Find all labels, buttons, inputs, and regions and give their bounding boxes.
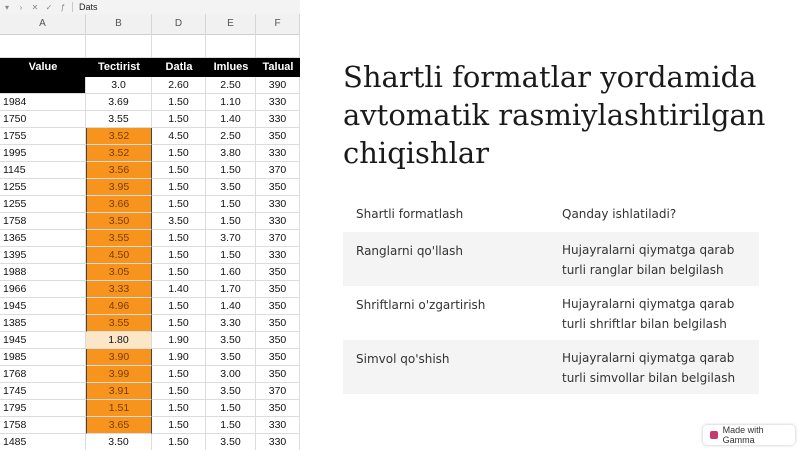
made-with-gamma-badge[interactable] (703, 425, 795, 445)
cell-f[interactable]: 330 (256, 196, 300, 213)
cell-e[interactable]: 3.80 (206, 145, 256, 162)
table-row (0, 366, 300, 383)
cell-f[interactable]: 350 (256, 400, 300, 417)
info-table-header-col1: Shartli formatlash (356, 207, 464, 221)
cell-b[interactable]: 3.55 (86, 111, 152, 128)
cell-f[interactable]: 370 (256, 162, 300, 179)
cell-a[interactable]: 1795 (0, 400, 86, 417)
cell-a[interactable]: 1385 (0, 315, 86, 332)
table-row (0, 298, 300, 315)
cell-f[interactable]: 330 (256, 145, 300, 162)
cell-f[interactable]: 350 (256, 298, 300, 315)
cell-e[interactable]: 2.50 (206, 77, 256, 94)
cell-a[interactable]: 1995 (0, 145, 86, 162)
info-row-feature: Ranglarni qo'llash (356, 244, 463, 258)
gamma-logo-icon (710, 431, 718, 439)
cell-e[interactable]: 1.60 (206, 264, 256, 281)
cell-d[interactable]: 1.50 (152, 400, 206, 417)
cell-d[interactable]: 1.90 (152, 349, 206, 366)
cell-f[interactable]: 350 (256, 264, 300, 281)
cell-a[interactable]: 1988 (0, 264, 86, 281)
cell-e[interactable]: 3.50 (206, 332, 256, 349)
table-row (0, 264, 300, 281)
page-title: Shartli formatlar yordamida avtomatik rasmiylashtirilgan chiqishlar (343, 60, 766, 170)
cell-e[interactable]: 1.40 (206, 111, 256, 128)
table-row (0, 179, 300, 196)
dropdown-icon[interactable]: ▾ (4, 2, 9, 12)
cell-d[interactable]: 1.90 (152, 332, 206, 349)
cell-e[interactable]: 1.50 (206, 196, 256, 213)
cell-e[interactable]: 1.50 (206, 247, 256, 264)
cell-e[interactable]: 1.50 (206, 400, 256, 417)
table-row (0, 111, 300, 128)
cell-e[interactable]: 3.30 (206, 315, 256, 332)
cell-a[interactable]: 1966 (0, 281, 86, 298)
cell-d[interactable]: 1.50 (152, 94, 206, 111)
cell-a[interactable]: 1255 (0, 179, 86, 196)
table-row (0, 94, 300, 111)
cell-a[interactable]: 1984 (0, 94, 86, 111)
cell-e[interactable]: 1.70 (206, 281, 256, 298)
cancel-icon[interactable]: ✕ (31, 2, 39, 12)
cell-a[interactable]: 1365 (0, 230, 86, 247)
cell-d[interactable]: 1.50 (152, 145, 206, 162)
cell-b[interactable]: 3.52 (86, 128, 152, 145)
cell-b[interactable]: 3.56 (86, 162, 152, 179)
cell[interactable] (86, 34, 152, 58)
cell-f[interactable]: 330 (256, 94, 300, 111)
header-cell-talual[interactable]: Talual (262, 61, 294, 73)
cell-e[interactable]: 1.50 (206, 162, 256, 179)
cell-e[interactable]: 3.50 (206, 383, 256, 400)
check-icon[interactable]: ✓ (45, 2, 53, 12)
cell-a[interactable]: 1145 (0, 162, 86, 179)
cell-f[interactable]: 330 (256, 247, 300, 264)
cell-f[interactable]: 330 (256, 434, 300, 450)
cell-a[interactable]: 1985 (0, 349, 86, 366)
cell-b[interactable]: 3.33 (86, 281, 152, 298)
cell-f[interactable]: 350 (256, 366, 300, 383)
column-header-a[interactable]: A (0, 14, 86, 34)
info-row-feature: Shriftlarni o'zgartirish (356, 298, 486, 312)
cell-b[interactable]: 4.50 (86, 247, 152, 264)
header-cell-value[interactable]: Value (28, 61, 58, 73)
cell-e[interactable]: 1.40 (206, 298, 256, 315)
cell-f[interactable]: 350 (256, 179, 300, 196)
cell-f[interactable]: 350 (256, 128, 300, 145)
cell-b[interactable]: 3.99 (86, 366, 152, 383)
cell-a[interactable]: 1745 (0, 383, 86, 400)
formula-bar[interactable] (0, 0, 300, 15)
cell-b[interactable]: 3.55 (86, 230, 152, 247)
info-row-usage: Hujayralarni qiymatga qarab turli shriftlar bilan belgilash (562, 297, 735, 331)
spreadsheet-panel (0, 0, 300, 450)
cell-f[interactable]: 390 (256, 77, 300, 94)
cell-f[interactable]: 350 (256, 281, 300, 298)
cell-d[interactable]: 1.50 (152, 247, 206, 264)
cell-f[interactable]: 330 (256, 213, 300, 230)
table-row (0, 145, 300, 162)
column-header-f[interactable]: F (256, 14, 300, 34)
header-cell-imlues[interactable]: Imlues (213, 61, 249, 73)
cell-a[interactable]: 1758 (0, 213, 86, 230)
cell-d[interactable]: 1.50 (152, 111, 206, 128)
table-row (0, 128, 300, 145)
table-row (0, 230, 300, 247)
cell-f[interactable]: 350 (256, 315, 300, 332)
cell-b[interactable]: 4.96 (86, 298, 152, 315)
table-row (0, 434, 300, 450)
cell[interactable] (206, 34, 256, 58)
column-header-b[interactable]: B (86, 14, 152, 34)
function-icon[interactable]: ƒ (60, 2, 66, 12)
cell-a[interactable]: 1255 (0, 196, 86, 213)
cell-e[interactable]: 3.50 (206, 179, 256, 196)
cell-b[interactable]: 1.51 (86, 400, 152, 417)
cell[interactable] (256, 34, 300, 58)
cell-e[interactable]: 3.50 (206, 434, 256, 450)
cell-a[interactable] (0, 77, 86, 94)
cell-e[interactable]: 1.50 (206, 213, 256, 230)
info-table-row (343, 286, 759, 340)
header-cell-datla[interactable]: Datla (165, 61, 193, 73)
info-row-feature: Simvol qo'shish (356, 352, 450, 366)
cell-d[interactable]: 1.40 (152, 281, 206, 298)
cell-b[interactable]: 3.90 (86, 349, 152, 366)
cell-f[interactable]: 330 (256, 111, 300, 128)
cell-d[interactable]: 1.50 (152, 162, 206, 179)
formula-value[interactable]: Dats (79, 2, 98, 12)
cell-e[interactable]: 2.50 (206, 128, 256, 145)
info-table-header (343, 194, 759, 234)
cell-e[interactable]: 3.50 (206, 349, 256, 366)
cell-a[interactable]: 1485 (0, 434, 86, 450)
cell-a[interactable]: 1945 (0, 332, 86, 349)
table-row (0, 213, 300, 230)
cell-f[interactable]: 370 (256, 230, 300, 247)
cell-a[interactable]: 1750 (0, 111, 86, 128)
cell-d[interactable]: 2.60 (152, 77, 206, 94)
cell-d[interactable]: 1.50 (152, 366, 206, 383)
table-row (0, 196, 300, 213)
cell-e[interactable]: 3.70 (206, 230, 256, 247)
cell-b[interactable]: 3.69 (86, 94, 152, 111)
cell-f[interactable]: 350 (256, 332, 300, 349)
header-cell-tectirist[interactable]: Tectirist (98, 61, 140, 73)
cell-e[interactable]: 1.10 (206, 94, 256, 111)
cell-e[interactable]: 1.50 (206, 417, 256, 434)
cell-d[interactable]: 3.50 (152, 213, 206, 230)
cell[interactable] (0, 34, 86, 58)
cell-a[interactable]: 1755 (0, 128, 86, 145)
table-row (0, 383, 300, 400)
info-row-usage: Hujayralarni qiymatga qarab turli ranglar bilan belgilash (562, 243, 735, 277)
cell-b[interactable]: 3.50 (86, 213, 152, 230)
cell-b[interactable]: 3.05 (86, 264, 152, 281)
cell-b[interactable]: 3.55 (86, 315, 152, 332)
table-row (0, 349, 300, 366)
cell-d[interactable]: 1.50 (152, 230, 206, 247)
cell[interactable] (152, 34, 206, 58)
cell-b[interactable]: 3.95 (86, 179, 152, 196)
cell-a[interactable]: 1758 (0, 417, 86, 434)
cell-b[interactable]: 3.50 (86, 434, 152, 450)
info-table-row (343, 232, 759, 286)
blank-row (0, 34, 300, 58)
formula-separator (72, 2, 73, 12)
cell-d[interactable]: 1.50 (152, 298, 206, 315)
table-row (0, 400, 300, 417)
cell-b[interactable]: 3.66 (86, 196, 152, 213)
cell-f[interactable]: 350 (256, 349, 300, 366)
table-row (0, 281, 300, 298)
table-row (0, 247, 300, 264)
info-table-header-col2: Qanday ishlatiladi? (562, 207, 677, 221)
table-row (0, 417, 300, 434)
cell-f[interactable]: 370 (256, 383, 300, 400)
cell-b[interactable]: 3.0 (86, 77, 152, 94)
badge-label: Made with Gamma (722, 425, 764, 445)
info-table-row (343, 340, 759, 394)
table-row (0, 162, 300, 179)
cell-b[interactable]: 3.65 (86, 417, 152, 434)
cell-a[interactable]: 1945 (0, 298, 86, 315)
column-headers (0, 14, 300, 35)
cell-d[interactable]: 1.50 (152, 383, 206, 400)
cell-d[interactable]: 1.50 (152, 434, 206, 450)
data-header-row (0, 58, 300, 77)
cell-d[interactable]: 1.50 (152, 264, 206, 281)
cell-a[interactable]: 1768 (0, 366, 86, 383)
cell-d[interactable]: 4.50 (152, 128, 206, 145)
cell-b[interactable]: 3.52 (86, 145, 152, 162)
chevron-right-icon[interactable]: › (19, 2, 23, 12)
cell-d[interactable]: 1.50 (152, 179, 206, 196)
info-row-usage: Hujayralarni qiymatga qarab turli simvollar bilan belgilash (562, 351, 736, 385)
cell-a[interactable]: 1395 (0, 247, 86, 264)
table-row (0, 315, 300, 332)
cell-b[interactable]: 1.80 (86, 332, 152, 349)
cell-b[interactable]: 3.91 (86, 383, 152, 400)
cell-d[interactable]: 1.50 (152, 315, 206, 332)
cell-d[interactable]: 1.50 (152, 417, 206, 434)
column-header-e[interactable]: E (206, 14, 256, 34)
cell-e[interactable]: 3.00 (206, 366, 256, 383)
cell-f[interactable]: 330 (256, 417, 300, 434)
cell-d[interactable]: 1.50 (152, 196, 206, 213)
column-header-d[interactable]: D (152, 14, 206, 34)
table-row (0, 77, 300, 94)
table-row (0, 332, 300, 349)
